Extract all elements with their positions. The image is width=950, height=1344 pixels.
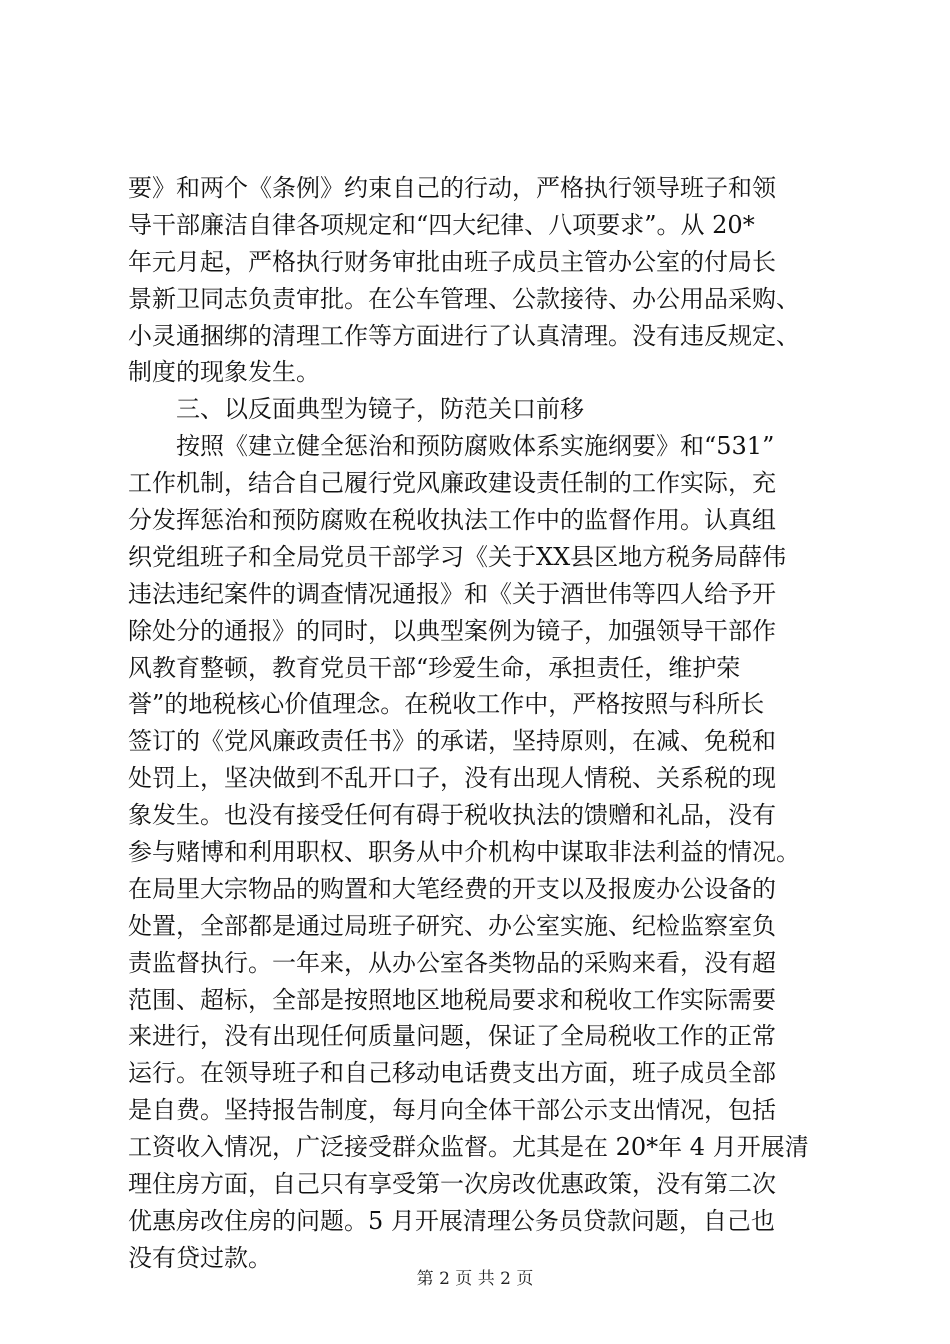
text-line: 按照《建立健全惩治和预防腐败体系实施纲要》和“531”	[128, 432, 775, 461]
text-line: 誉”的地税核心价值理念。在税收工作中，严格按照与科所长	[128, 690, 765, 719]
page-number-footer: 第 2 页 共 2 页	[416, 1269, 534, 1289]
text-line: 优惠房改住房的问题。5 月开展清理公务员贷款问题，自己也	[128, 1206, 775, 1235]
text-line: 小灵通捆绑的清理工作等方面进行了认真清理。没有违反规定、	[128, 321, 800, 350]
text-line: 织党组班子和全局党员干部学习《关于XX县区地方税务局薛伟	[128, 542, 787, 571]
text-line: 范围、超标，全部是按照地区地税局要求和税收工作实际需要	[128, 985, 776, 1014]
text-line: 象发生。也没有接受任何有碍于税收执法的馈赠和礼品，没有	[128, 801, 776, 830]
text-line: 理住房方面，自己只有享受第一次房改优惠政策，没有第二次	[128, 1170, 776, 1199]
text-line: 工作机制，结合自己履行党风廉政建设责任制的工作实际，充	[128, 469, 776, 498]
text-line: 导干部廉洁自律各项规定和“四大纪律、八项要求”。从 20*	[128, 210, 755, 239]
text-line: 景新卫同志负责审批。在公车管理、公款接待、办公用品采购、	[128, 284, 800, 313]
text-line: 签订的《党风廉政责任书》的承诺，坚持原则，在减、免税和	[128, 727, 776, 756]
text-line: 年元月起，严格执行财务审批由班子成员主管办公室的付局长	[128, 247, 776, 276]
text-line: 分发挥惩治和预防腐败在税收执法工作中的监督作用。认真组	[128, 506, 776, 535]
text-line: 责监督执行。一年来，从办公室各类物品的采购来看，没有超	[128, 948, 776, 977]
text-line: 参与赌博和利用职权、职务从中介机构中谋取非法利益的情况。	[128, 838, 800, 867]
text-line: 在局里大宗物品的购置和大笔经费的开支以及报废办公设备的	[128, 874, 776, 903]
text-line: 违法违纪案件的调查情况通报》和《关于酒世伟等四人给予开	[128, 579, 776, 608]
text-line: 是自费。坚持报告制度，每月向全体干部公示支出情况，包括	[128, 1096, 776, 1125]
text-line: 除处分的通报》的同时，以典型案例为镜子，加强领导干部作	[128, 616, 776, 645]
text-line: 运行。在领导班子和自己移动电话费支出方面，班子成员全部	[128, 1059, 776, 1088]
document-body	[128, 170, 832, 1277]
text-line: 工资收入情况，广泛接受群众监督。尤其是在 20*年 4 月开展清	[128, 1133, 809, 1162]
text-line: 没有贷过款。	[128, 1243, 272, 1272]
section-heading: 三、以反面典型为镜子，防范关口前移	[128, 395, 584, 424]
text-line: 处罚上，坚决做到不乱开口子，没有出现人情税、关系税的现	[128, 764, 776, 793]
text-line: 风教育整顿，教育党员干部“珍爱生命，承担责任，维护荣	[128, 653, 741, 682]
text-line: 来进行，没有出现任何质量问题，保证了全局税收工作的正常	[128, 1022, 776, 1051]
text-line: 要》和两个《条例》约束自己的行动，严格执行领导班子和领	[128, 174, 776, 202]
text-line: 制度的现象发生。	[128, 358, 320, 387]
text-line: 处置，全部都是通过局班子研究、办公室实施、纪检监察室负	[128, 911, 776, 940]
